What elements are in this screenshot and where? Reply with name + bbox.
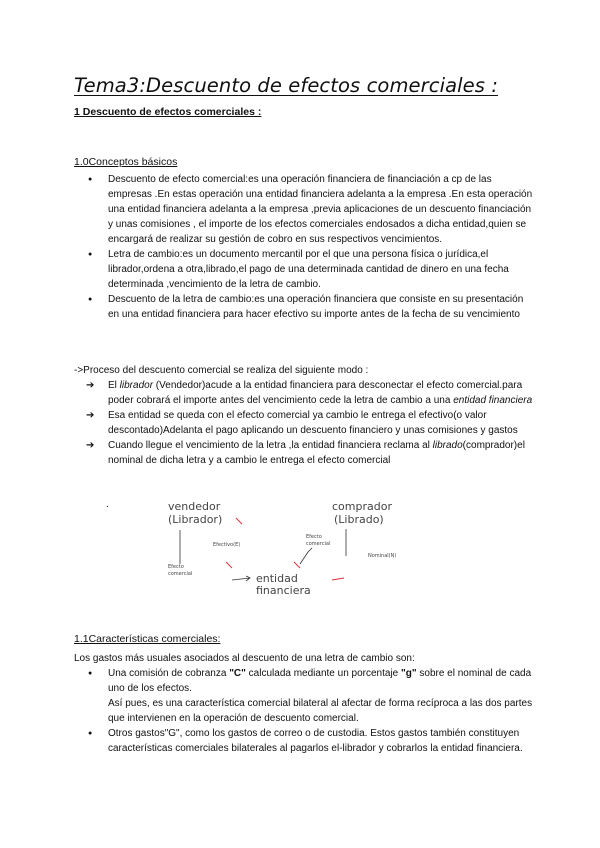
list-item: ● Descuento de la letra de cambio:es una operación financiera que consiste en su presentación en una entidad financiera para hacer efectivo su importe antes de la fecha de su vencimiento [74, 292, 534, 322]
red-arrow [294, 562, 300, 568]
list-item: ● Otros gastos"G", como los gastos de correo o de custodia. Estos gastos también constituyen características comerciales bilaterales al pagarlos el-librador y cobrarlos la entidad financiera. [74, 726, 534, 756]
red-arrow [332, 578, 344, 580]
discount-flow-diagram [150, 496, 410, 600]
stray-dot: . [106, 499, 109, 510]
characteristics-intro: Los gastos más usuales asociados al descuento de una letra de cambio son: [74, 653, 415, 664]
librador-term: librador [119, 380, 154, 391]
arrow-right-icon: ➔ [86, 440, 95, 451]
characteristics-heading: 1.1Características comerciales: [74, 633, 221, 645]
seller-sublabel: (Librador) [168, 513, 223, 526]
buyer-label: comprador [332, 500, 392, 513]
arrow-right-icon: ➔ [86, 380, 95, 391]
seller-label: vendedor [168, 500, 221, 513]
list-item: ● Letra de cambio:es un documento mercantil por el que una persona física o jurídica,el librador,ordena a otra,librado,el pago de una determinada cantidad de dinero en una fecha determinada ,vencimiento de la letra de cambio. [74, 247, 534, 292]
characteristics-list [74, 666, 534, 756]
bank-to-buyer-line [300, 548, 312, 564]
efectivo-label: Efectivo(E) [213, 542, 241, 548]
red-arrow [236, 518, 242, 524]
list-item: ➔ Esa entidad se queda con el efecto comercial ya cambio le entrega el efectivo(o valor descontado)Adelanta el pago aplicando un descuento financiero y unas comisiones y gastos [86, 410, 518, 436]
red-arrow [226, 562, 232, 568]
process-steps [74, 378, 534, 468]
librado-term: librado [432, 440, 463, 451]
buyer-sublabel: (Librado) [334, 513, 384, 526]
list-item: ● Descuento de efecto comercial:es una operación financiera de financiación a cp de las empresas .En estas operación una entidad financiera adelanta a la empresa .En esta operación una entidad financiera adelanta a la empresa ,previa aplicaciones de un descuento financiación y unas comisiones , el importe de los efectos comerciales endosados a dicha entidad,quien se encargará de realizar su gestión de cobro en sus respectivos vencimientos. [74, 172, 534, 247]
process-intro: ->Proceso del descuento comercial se realiza del siguiente modo : [74, 365, 369, 376]
efecto2-sublabel: comercial [306, 541, 331, 547]
concepts-heading: 1.0Conceptos básicos [74, 156, 178, 168]
document-title: Tema3:Descuento de efectos comerciales : [74, 74, 498, 97]
bullet-continuation: Así pues, es una característica comercial bilateral al afectar de forma recíproca a las dos partes que intervienen en la operación de descuento comercial. [108, 698, 533, 724]
nominal-label: Nominal(N) [368, 553, 397, 559]
section-heading: 1 Descuento de efectos comerciales : [74, 106, 262, 118]
list-item: ➔ Cuando llegue el vencimiento de la letra ,la entidad financiera reclama al librado(comprador)el nominal de dicha letra y a cambio le entrega el efecto comercial [86, 440, 525, 466]
arrow-right-icon: ➔ [86, 410, 95, 421]
bank-label: entidad [256, 572, 298, 585]
entidad-term: entidad financiera [453, 395, 533, 406]
list-item: ● Una comisión de cobranza "C" calculada mediante un porcentaje "g" sobre el nominal de cada uno de los efectos. Así pues, es una característica comercial bilateral al afectar de forma recíproca a las dos partes que intervienen en la operación de descuento comercial. [74, 666, 534, 726]
concepts-list [74, 172, 534, 322]
efecto-sublabel: comercial [168, 571, 193, 577]
list-item: ➔ El librador (Vendedor)acude a la entidad financiera para desconectar el efecto comercial.para poder cobrará el importe antes del vencimiento cede la letra de cambio a una entidad financiera [86, 380, 533, 406]
bank-sublabel: financiera [256, 584, 311, 597]
efecto2-label: Efecto [306, 534, 322, 540]
efecto-label: Efecto [168, 564, 184, 570]
